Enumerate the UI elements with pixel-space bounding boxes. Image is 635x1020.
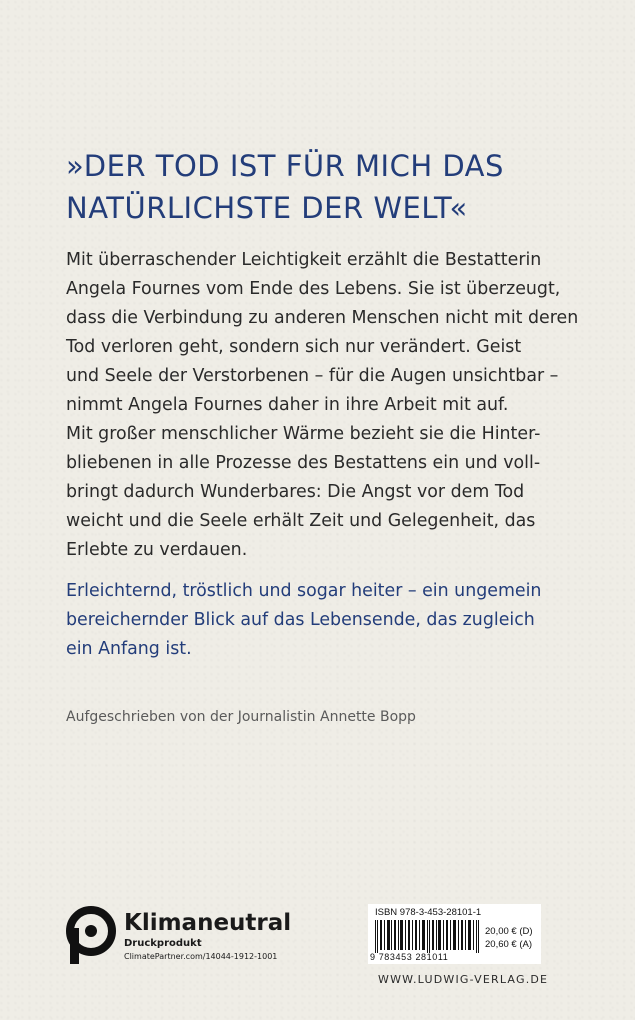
price-austria: 20,60 € (A)	[485, 939, 532, 950]
publisher-website: WWW.LUDWIG-VERLAG.DE	[378, 973, 549, 986]
blurb-line: Erlebte zu verdauen.	[66, 540, 248, 560]
blurb-line: Mit großer menschlicher Wärme bezieht sie die Hinter-	[66, 424, 541, 444]
blurb-line: Mit überraschender Leichtigkeit erzählt die Bestatterin	[66, 250, 542, 270]
teaser-line: bereichernder Blick auf das Lebensende, das zugleich	[66, 610, 535, 630]
headline-line-2: NATÜRLICHSTE DER WELT«	[66, 191, 468, 225]
blurb-line: Tod verloren geht, sondern sich nur verändert. Geist	[66, 337, 522, 357]
blurb-line: bringt dadurch Wunderbares: Die Angst vor dem Tod	[66, 482, 525, 502]
blurb-paragraph	[66, 246, 586, 565]
climate-title: Klimaneutral	[124, 910, 292, 936]
blurb-line: dass die Verbindung zu anderen Menschen nicht mit deren	[66, 308, 579, 328]
blurb-line: und Seele der Verstorbenen – für die Augen unsichtbar –	[66, 366, 559, 386]
climate-partner-icon	[66, 906, 120, 966]
barcode-digits: 9 783453 281011	[370, 952, 449, 962]
blurb-line: weicht und die Seele erhält Zeit und Gelegenheit, das	[66, 511, 536, 531]
barcode-panel	[368, 904, 541, 964]
isbn-text: ISBN 978-3-453-28101-1	[375, 907, 482, 918]
teaser-line: ein Anfang ist.	[66, 639, 192, 659]
author-credit: Aufgeschrieben von der Journalistin Annette Bopp	[66, 709, 416, 725]
climate-neutral-badge	[66, 906, 306, 968]
headline-line-1: »DER TOD IST FÜR MICH DAS	[66, 149, 504, 183]
teaser-paragraph	[66, 577, 586, 664]
barcode-graphic	[375, 920, 481, 953]
headline	[66, 145, 586, 229]
blurb-line: nimmt Angela Fournes daher in ihre Arbeit mit auf.	[66, 395, 509, 415]
price-germany: 20,00 € (D)	[485, 926, 533, 937]
climate-url: ClimatePartner.com/14044-1912-1001	[124, 952, 278, 961]
blurb-line: bliebenen in alle Prozesse des Bestattens ein und voll-	[66, 453, 541, 473]
climate-subtitle: Druckprodukt	[124, 938, 202, 949]
teaser-line: Erleichternd, tröstlich und sogar heiter – ein ungemein	[66, 581, 542, 601]
blurb-line: Angela Fournes vom Ende des Lebens. Sie ist überzeugt,	[66, 279, 561, 299]
